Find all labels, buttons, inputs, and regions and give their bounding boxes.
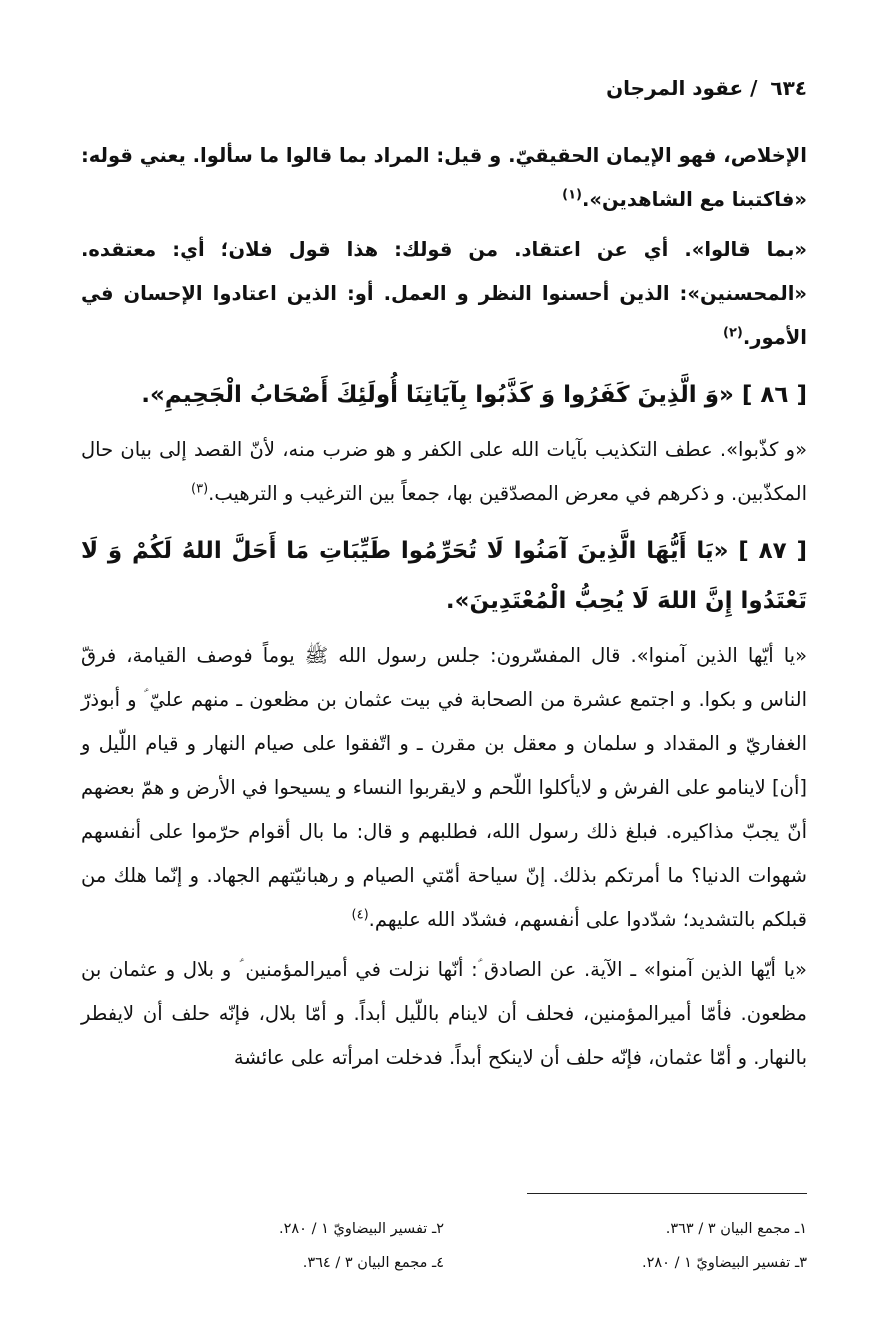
- verse-87: [ ٨٧ ] «يَا أَيُّهَا الَّذِينَ آمَنُوا لَا تُحَرِّمُوا طَيِّبَاتِ مَا أَحَلَّ اللهُ لَكُمْ وَ لَا تَعْتَدُوا إِنَّ اللهَ لَا يُحِبُّ الْمُعْتَدِينَ».: [81, 538, 807, 614]
- running-header: [606, 76, 807, 100]
- footnote-row: [81, 1212, 807, 1246]
- paragraph-text: «بما قالوا». أي عن اعتقاد. من قولك: هذا قول فلان؛ أي: معتقده. «المحسنين»: الذين أحسنوا النظر و العمل. أو: الذين اعتادوا الإحسان في الأمور.: [81, 238, 807, 349]
- footnote-ref-4: (٤): [351, 907, 369, 923]
- footnote-ref-2: (٢): [723, 325, 743, 341]
- footnotes: [81, 1212, 807, 1280]
- header-separator: /: [750, 76, 758, 100]
- footnote-2: ٢ـ تفسير البيضاويّ ١ / ٢٨٠.: [279, 1221, 444, 1237]
- paragraph-text: «و كذّبوا». عطف التكذيب بآيات الله على الكفر و هو ضرب منه، لأنّ القصد إلى بيان حال المكذّبين. و ذكرهم في معرض المصدّقين بها، جمعاً بين الترغيب و الترهيب.: [81, 438, 807, 505]
- paragraph-mufassirun: [81, 634, 807, 942]
- paragraph-ikhlas: [81, 134, 807, 222]
- paragraph-text: الإخلاص، فهو الإيمان الحقيقيّ. و قيل: المراد بما قالوا ما سألوا. يعني قوله: «فاكتبنا مع الشاهدين».: [81, 144, 807, 211]
- footnote-divider: [527, 1193, 807, 1194]
- footnote-1: ١ـ مجمع البيان ٣ / ٣٦٣.: [665, 1221, 807, 1237]
- verse-86: [ ٨٦ ] «وَ الَّذِينَ كَفَرُوا وَ كَذَّبُوا بِآيَاتِنَا أُولَئِكَ أَصْحَابُ الْجَحِيمِ».: [141, 382, 807, 408]
- paragraph-bima-qalu: [81, 228, 807, 360]
- book-title: عقود المرجان: [606, 76, 744, 100]
- paragraph-kadhdhabu: [81, 428, 807, 516]
- paragraph-sadiq: «يا أيّها الذين آمنوا» ـ الآية. عن الصادق ؑ: أنّها نزلت في أميرالمؤمنين ؑ و بلال و عثمان بن مظعون. فأمّا أميرالمؤمنين، فحلف أن لاينام باللّيل أبداً. و أمّا بلال، فإنّه حلف أن لايفطر بالنهار. و أمّا عثمان، فإنّه حلف أن لاينكح أبداً. فدخلت امرأته على عائشة: [81, 958, 807, 1069]
- footnote-row: [81, 1246, 807, 1280]
- main-text: [81, 134, 807, 1086]
- page-number: ٦٣٤: [770, 76, 807, 100]
- paragraph-text: «يا أيّها الذين آمنوا». قال المفسّرون: جلس رسول الله ﷺ يوماً فوصف القيامة، فرقّ الناس و بكوا. و اجتمع عشرة من الصحابة في بيت عثمان بن مظعون ـ منهم عليّ ؑ و أبوذرّ الغفاريّ و المقداد و سلمان و معقل بن مقرن ـ و اتّفقوا على صيام النهار و قيام اللّيل و [أن] لاينامو على الفرش و لايأكلوا اللّحم و لايقربوا النساء و يسيحوا في الأرض و همّ بعضهم أنّ يجبّ مذاكيره. فبلغ ذلك رسول الله، فطلبهم و قال: ما بال أقوام حرّموا على أنفسهم شهوات الدنيا؟ ما أمرتكم بذلك. إنّ سياحة أمّتي الصيام و رهبانيّتهم الجهاد. و إنّما هلك من قبلكم بالتشديد؛ شدّدوا على أنفسهم، فشدّد الله عليهم.: [81, 644, 807, 931]
- footnote-3: ٣ـ تفسير البيضاويّ ١ / ٢٨٠.: [642, 1255, 807, 1271]
- footnote-4: ٤ـ مجمع البيان ٣ / ٣٦٤.: [302, 1255, 444, 1271]
- footnote-ref-3: (٣): [191, 481, 209, 497]
- footnote-ref-1: (١): [562, 187, 582, 203]
